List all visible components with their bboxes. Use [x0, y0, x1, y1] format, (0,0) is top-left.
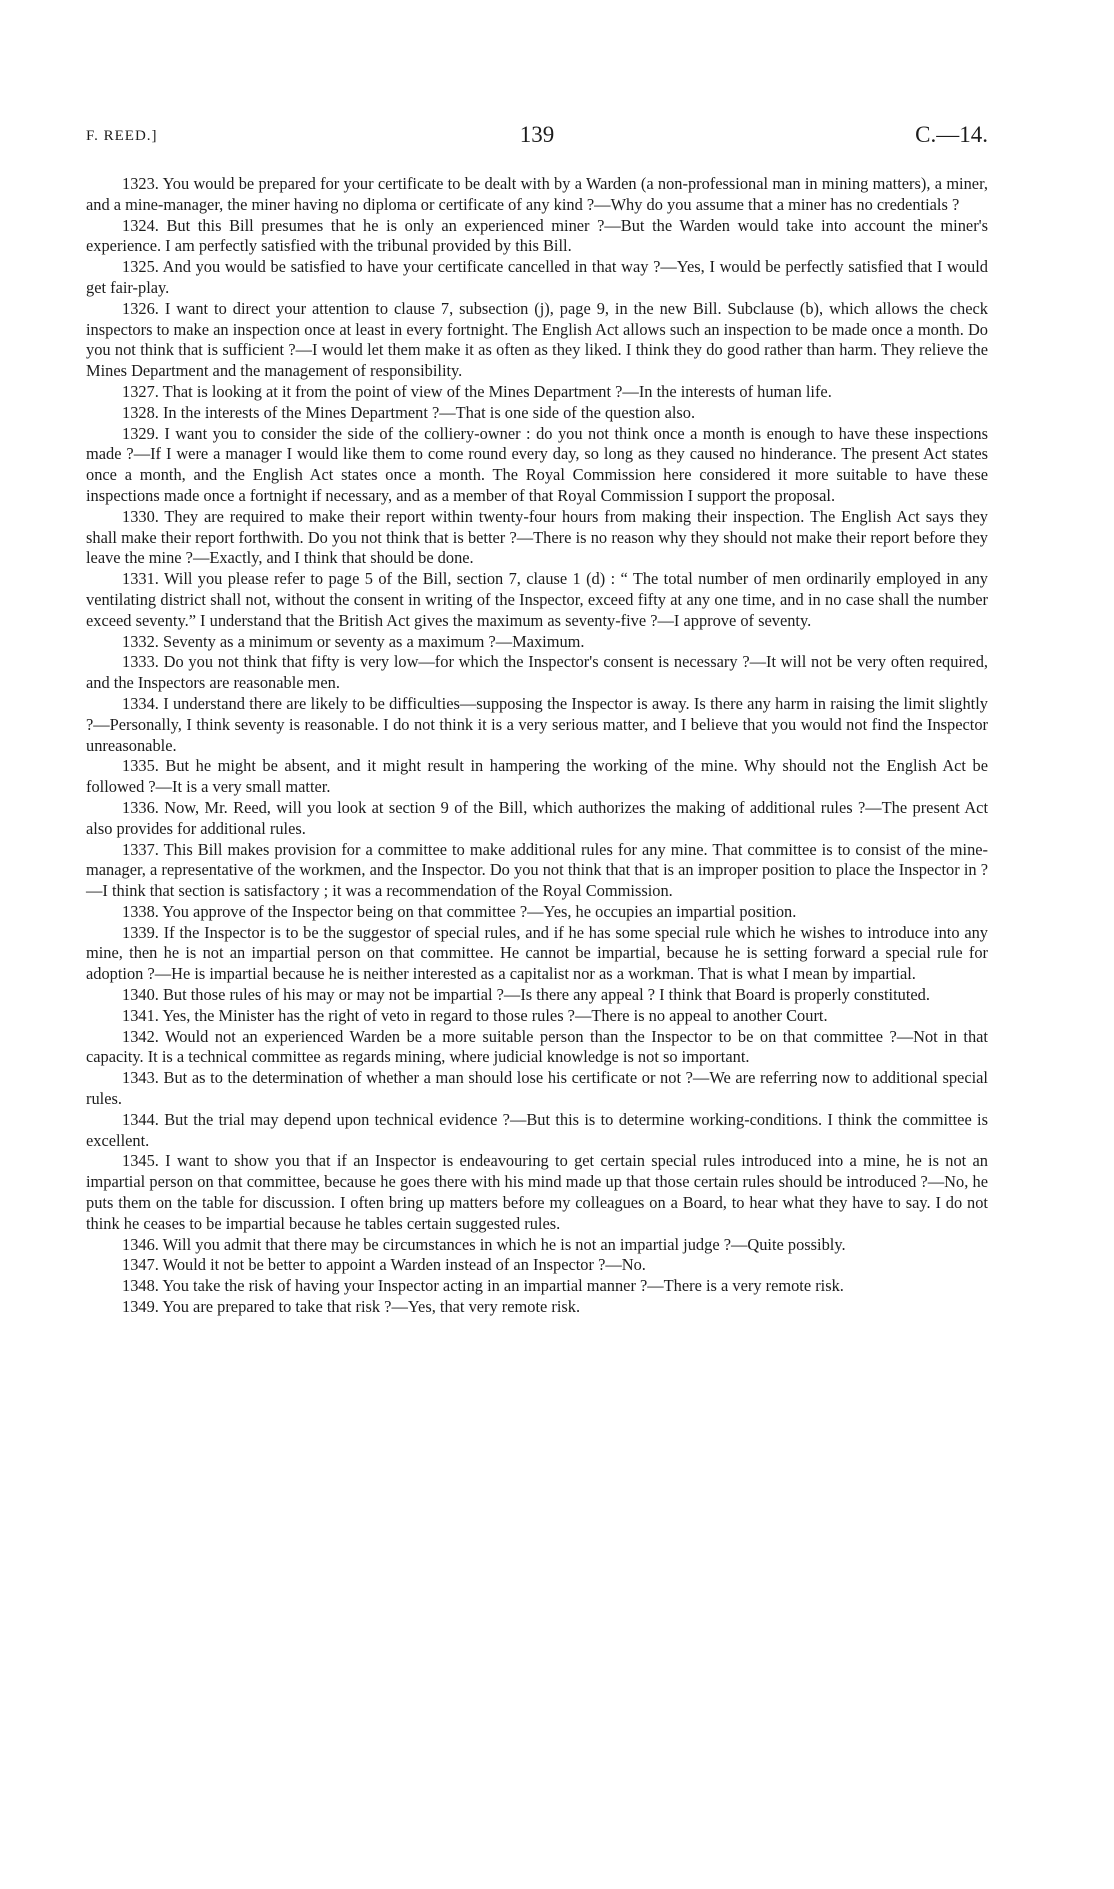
paragraph-1328: 1328. In the interests of the Mines Department ?—That is one side of the question also. [122, 402, 696, 422]
page-header [86, 122, 988, 152]
paragraph-1339: 1339. If the Inspector is to be the suggestor of special rules, and if he has some special rule which he wishes to introduce into any mine, then he is not an impartial person on that committee. He cannot be impartial, because he is setting forward a special rule for adoption ?—He is impartial because he is neither interested as a capitalist nor as a workman. That is what I mean by impartial. [86, 922, 988, 984]
paragraph-1332: 1332. Seventy as a minimum or seventy as a maximum ?—Maximum. [122, 631, 585, 651]
paragraph-1325: 1325. And you would be satisfied to have your certificate cancelled in that way ?—Yes, I would be perfectly satisfied that I would get fair-play. [86, 257, 988, 297]
paragraph-1343: 1343. But as to the determination of whether a man should lose his certificate or not ?—We are referring now to additional special rules. [86, 1068, 988, 1109]
paragraph-1342: 1342. Would not an experienced Warden be a more suitable person than the Inspector to be on that committee ?—Not in that capacity. It is a technical committee as regards mining, where judicial knowledge is not so important. [86, 1026, 988, 1067]
paragraph-1336: 1336. Now, Mr. Reed, will you look at section 9 of the Bill, which authorizes the making of additional rules ?—The present Act also provides for additional rules. [86, 797, 988, 838]
paragraph-1333: 1333. Do you not think that fifty is very low—for which the Inspector's consent is necessary ?—It will not be very often required, and the Inspectors are reasonable men. [86, 652, 988, 693]
paragraph-1331: 1331. Will you please refer to page 5 of the Bill, section 7, clause 1 (d) : “ The total number of men ordinarily employed in any ventilating district shall not, without the consent in writing of the Inspector, exceed fifty at any one time, and in no case shall the number exceed seventy.” I understand that the British Act gives the maximum as seventy-five ?—I approve of seventy. [86, 569, 988, 630]
paragraph-1340: 1340. But those rules of his may or may not be impartial ?—Is there any appeal ? I think that Board is properly constituted. [122, 985, 930, 1005]
paragraph-1344: 1344. But the trial may depend upon technical evidence ?—But this is to determine working-conditions. I think the committee is excellent. [86, 1109, 988, 1150]
paragraph-1347: 1347. Would it not be better to appoint a Warden instead of an Inspector ?—No. [122, 1255, 646, 1275]
paragraph-1324: 1324. But this Bill presumes that he is only an experienced miner ?—But the Warden would take into account the miner's experience. I am perfectly satisfied with the tribunal provided by this Bill. [86, 215, 988, 256]
paragraph-1335: 1335. But he might be absent, and it might result in hampering the working of the mine. Why should not the English Act be followed ?—It is a very small matter. [86, 756, 988, 797]
paragraph-1329: 1329. I want you to consider the side of the colliery-owner : do you not think once a month is enough to have these inspections made ?—If I were a manager I would like them to come round every day, so long as they caused no hinderance. The present Act states once a month, and the English Act states once a month. The Royal Commission here considered it more suitable to have these inspections made once a fortnight if necessary, and as a member of that Royal Commission I support the proposal. [86, 423, 988, 505]
paragraph-1341: 1341. Yes, the Minister has the right of veto in regard to those rules ?—There is no appeal to another Court. [122, 1005, 828, 1025]
paragraph-1348: 1348. You take the risk of having your Inspector acting in an impartial manner ?—There is a very remote risk. [122, 1276, 844, 1296]
page-number: 139 [519, 122, 555, 147]
paragraph-1337: 1337. This Bill makes provision for a committee to make additional rules for any mine. That committee is to consist of the mine-manager, a representative of the workmen, and the Inspector. Do you not think that that is an improper position to place the Inspector in ?—I think that section is satisfactory ; it was a recommendation of the Royal Commission. [86, 839, 988, 901]
paragraph-1345: 1345. I want to show you that if an Inspector is endeavouring to get certain special rules introduced into a mine, he is not an impartial person on that committee, because he goes there with his mind made up that those certain rules should be introduced ?—No, he puts them on the table for discussion. I often bring up matters before my colleagues on a Board, to hear what they have to say. I do not think he ceases to be impartial because he tables certain suggested rules. [86, 1151, 988, 1233]
paragraph-1330: 1330. They are required to make their report within twenty-four hours from making their inspection. The English Act says they shall make their report forthwith. Do you not think that is better ?—There is no reason why they should not make their report before they leave the mine ?—Exactly, and I think that should be done. [86, 506, 988, 568]
paragraph-1326: 1326. I want to direct your attention to clause 7, subsection (j), page 9, in the new Bill. Subclause (b), which allows the check inspectors to make an inspection once at least in every fortnight. The English Act allows such an inspection to be made once a month. Do you not think that is sufficient ?—I would let them make it as often as they liked. I think they do good rather than harm. They relieve the Mines Department and the management of responsibility. [86, 298, 988, 381]
document-body [86, 174, 988, 1318]
paragraph-1349: 1349. You are prepared to take that risk ?—Yes, that very remote risk. [122, 1297, 581, 1317]
paragraph-1338: 1338. You approve of the Inspector being on that committee ?—Yes, he occupies an impartial position. [122, 901, 797, 921]
paragraph-1323: 1323. You would be prepared for your certificate to be dealt with by a Warden (a non-professional man in mining matters), a miner, and a mine-manager, the miner having no diploma or certificate of any kind ?—Why do you assume that a miner has no credentials ? [86, 174, 988, 214]
paragraph-1346: 1346. Will you admit that there may be circumstances in which he is not an impartial judge ?—Quite possibly. [122, 1234, 846, 1254]
document-reference: C.—14. [915, 122, 988, 147]
witness-name: F. REED.] [86, 128, 158, 144]
paragraph-1334: 1334. I understand there are likely to be difficulties—supposing the Inspector is away. Is there any harm in raising the limit slightly ?—Personally, I think seventy is reasonable. I do not think it is a very serious matter, and I believe that you would not find the Inspector unreasonable. [86, 693, 988, 755]
paragraph-1327: 1327. That is looking at it from the point of view of the Mines Department ?—In the interests of human life. [122, 381, 832, 401]
